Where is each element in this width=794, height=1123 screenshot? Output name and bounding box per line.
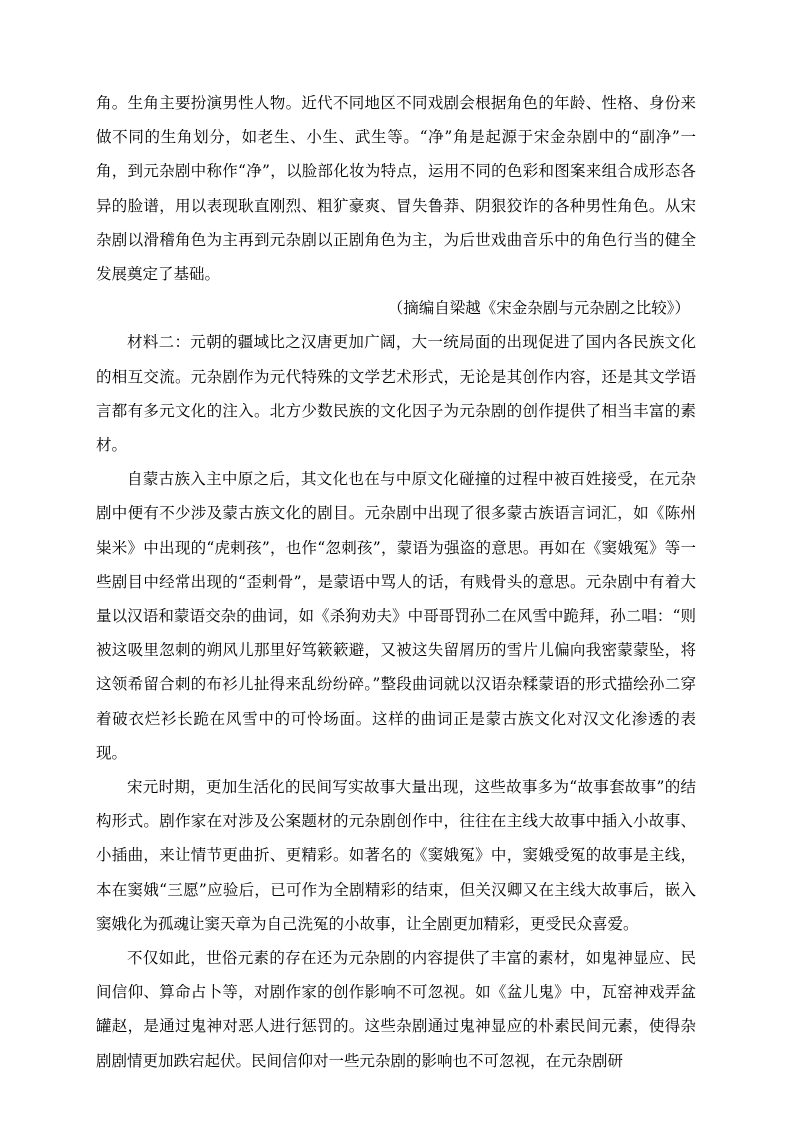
paragraph-mongol-culture: 自蒙古族入主中原之后，其文化也在与中原文化碰撞的过程中被百姓接受，在元杂剧中便有不少涉及蒙古族文化的剧目。元杂剧中出现了很多蒙古族语言词汇，如《陈州粜米》中出现的“虎剌孩”，也作“忽刺孩”，蒙语为强盗的意思。再如在《窦娥冤》等一些剧目中经常出现的“歪剌骨”，是蒙语中骂人的话，有贱骨头的意思。元杂剧中有着大量以汉语和蒙语交杂的曲词，如《杀狗劝夫》中哥哥罚孙二在风雪中跪拜，孙二唱：“则被这吸里忽刺的朔风儿那里好笃簌簌避，又被这失留屑历的雪片儿偏向我密蒙蒙坠，将这领希留合刺的布衫儿扯得来乱纷纷碎。”整段曲词就以汉语杂糅蒙语的形式描绘孙二穿着破衣烂衫长跪在风雪中的可怜场面。这样的曲词正是蒙古族文化对汉文化渗透的表现。: [96, 470, 696, 762]
paragraph-folk-elements: 不仅如此，世俗元素的存在还为元杂剧的内容提供了丰富的素材，如鬼神显应、民间信仰、算命占卜等，对剧作家的创作影响不可忽视。如《盆儿鬼》中，瓦窑神戏弄盆罐赵，是通过鬼神对恶人进行惩罚的。这些杂剧通过鬼神显应的朴素民间元素，使得杂剧剧情更加跌宕起伏。民间信仰对一些元杂剧的影响也不可忽视，在元杂剧研: [96, 949, 696, 1070]
paragraph-material-two: 材料二：元朝的疆域比之汉唐更加广阔，大一统局面的出现促进了国内各民族文化的相互交流。元杂剧作为元代特殊的文学艺术形式，无论是其创作内容，还是其文学语言都有多元文化的注入。北方少数民族的文化因子为元杂剧的创作提供了相当丰富的素材。: [96, 333, 696, 455]
paragraph-story-structure: 宋元时期，更加生活化的民间写实故事大量出现，这些故事多为“故事套故事”的结构形式。剧作家在对涉及公案题材的元杂剧创作中，往往在主线大故事中插入小故事、小插曲，来让情节更曲折、更精彩。如著名的《窦娥冤》中，窦娥受冤的故事是主线，本在窦娥“三愿”应验后，已可作为全剧精彩的结束，但关汉卿又在主线大故事后，嵌入窦娥化为孤魂让窦天章为自己洗冤的小故事，让全剧更加精彩，更受民众喜爱。: [96, 778, 696, 933]
paragraph-role-types: 角。生角主要扮演男性人物。近代不同地区不同戏剧会根据角色的年龄、性格、身份来做不同的生角划分，如老生、小生、武生等。“净”角是起源于宋金杂剧中的“副净”一角，到元杂剧中称作“净”，以脸部化妆为特点，运用不同的色彩和图案来组合成形态各异的脸谱，用以表现耿直刚烈、粗犷豪爽、冒失鲁莽、阴狠狡诈的各种男性角色。从宋杂剧以滑稽角色为主再到元杂剧以正剧角色为主，为后世戏曲音乐中的角色行当的健全发展奠定了基础。: [96, 94, 696, 284]
document-page: [96, 86, 696, 1078]
source-citation: （摘编自梁越《宋金杂剧与元杂剧之比较》）: [387, 299, 690, 318]
